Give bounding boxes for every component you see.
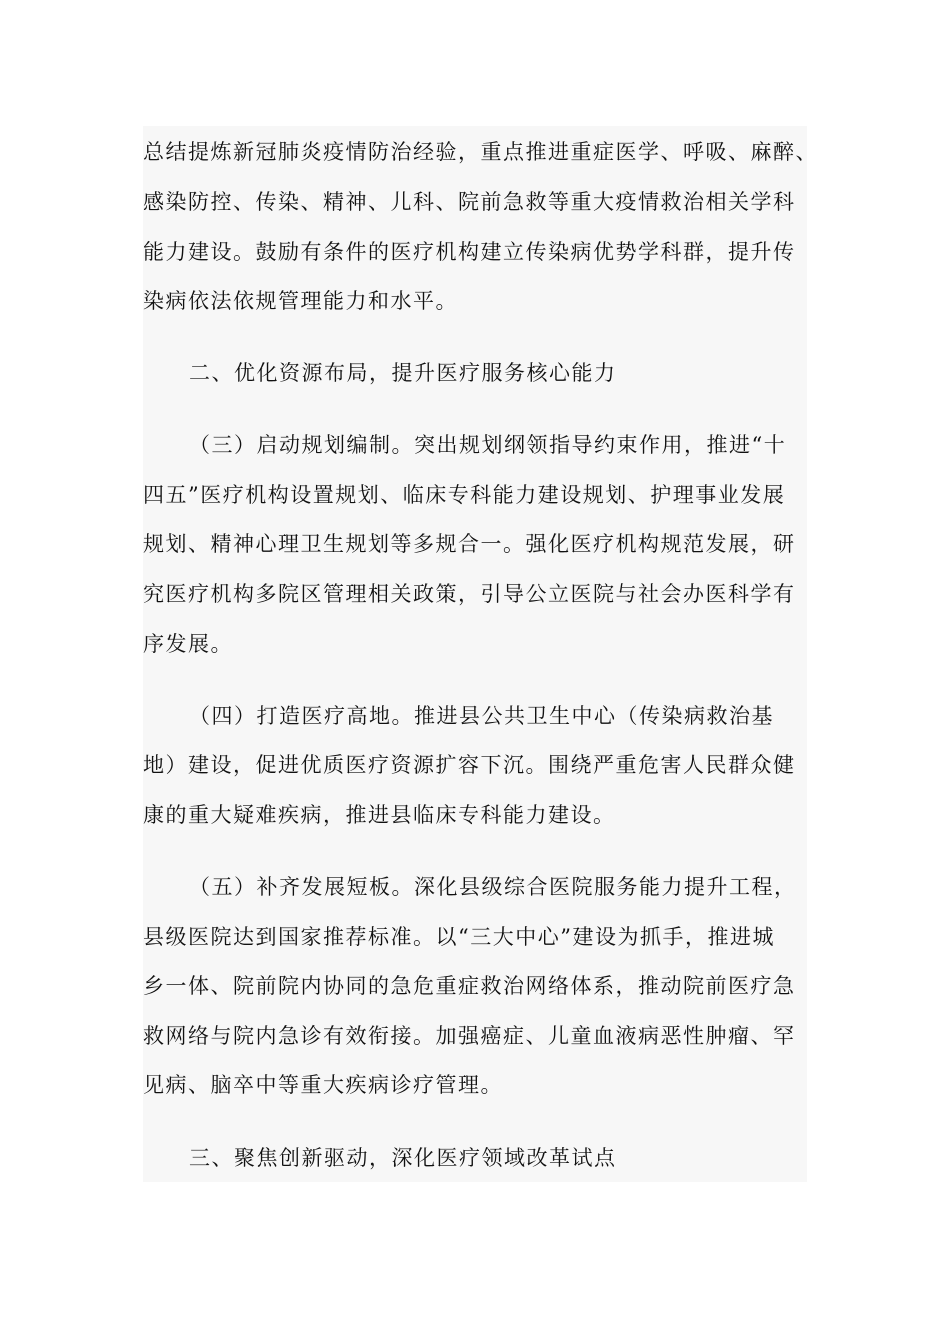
paragraph-line: （三）启动规划编制。突出规划纲领指导约束作用，推进“十 (189, 433, 787, 457)
paragraph-line: 见病、脑卒中等重大疾病诊疗管理。 (143, 1073, 503, 1097)
paragraph-line: 四五”医疗机构设置规划、临床专科能力建设规划、护理事业发展 (143, 483, 786, 507)
paragraph-line: 县级医院达到国家推荐标准。以“三大中心”建设为抓手，推进城 (143, 925, 775, 949)
paragraph-line: 地）建设，促进优质医疗资源扩容下沉。围绕严重危害人民群众健 (143, 753, 796, 777)
paragraph-line: 序发展。 (143, 632, 233, 656)
paragraph-line: （五）补齐发展短板。深化县级综合医院服务能力提升工程， (189, 875, 797, 899)
paragraph-line: 乡一体、院前院内协同的急危重症救治网络体系，推动院前医疗急 (143, 974, 796, 998)
paragraph-line: 染病依法依规管理能力和水平。 (143, 289, 458, 313)
section-heading: 二、优化资源布局，提升医疗服务核心能力 (189, 361, 617, 385)
paragraph-line: 康的重大疑难疾病，推进县临床专科能力建设。 (143, 803, 616, 827)
paragraph-line: 感染防控、传染、精神、儿科、院前急救等重大疫情救治相关学科 (143, 190, 796, 214)
paragraph-line: 规划、精神心理卫生规划等多规合一。强化医疗机构规范发展，研 (143, 532, 796, 556)
paragraph-line: 究医疗机构多院区管理相关政策，引导公立医院与社会办医科学有 (143, 582, 796, 606)
paragraph-line: 总结提炼新冠肺炎疫情防治经验，重点推进重症医学、呼吸、麻醉、 (143, 140, 818, 164)
paragraph-line: 能力建设。鼓励有条件的医疗机构建立传染病优势学科群，提升传 (143, 240, 796, 264)
paragraph-line: （四）打造医疗高地。推进县公共卫生中心（传染病救治基 (189, 704, 774, 728)
document-body (143, 126, 818, 1182)
paragraph-line: 救网络与院内急诊有效衔接。加强癌症、儿童血液病恶性肿瘤、罕 (143, 1024, 796, 1048)
section-heading: 三、聚焦创新驱动，深化医疗领域改革试点 (189, 1146, 617, 1170)
